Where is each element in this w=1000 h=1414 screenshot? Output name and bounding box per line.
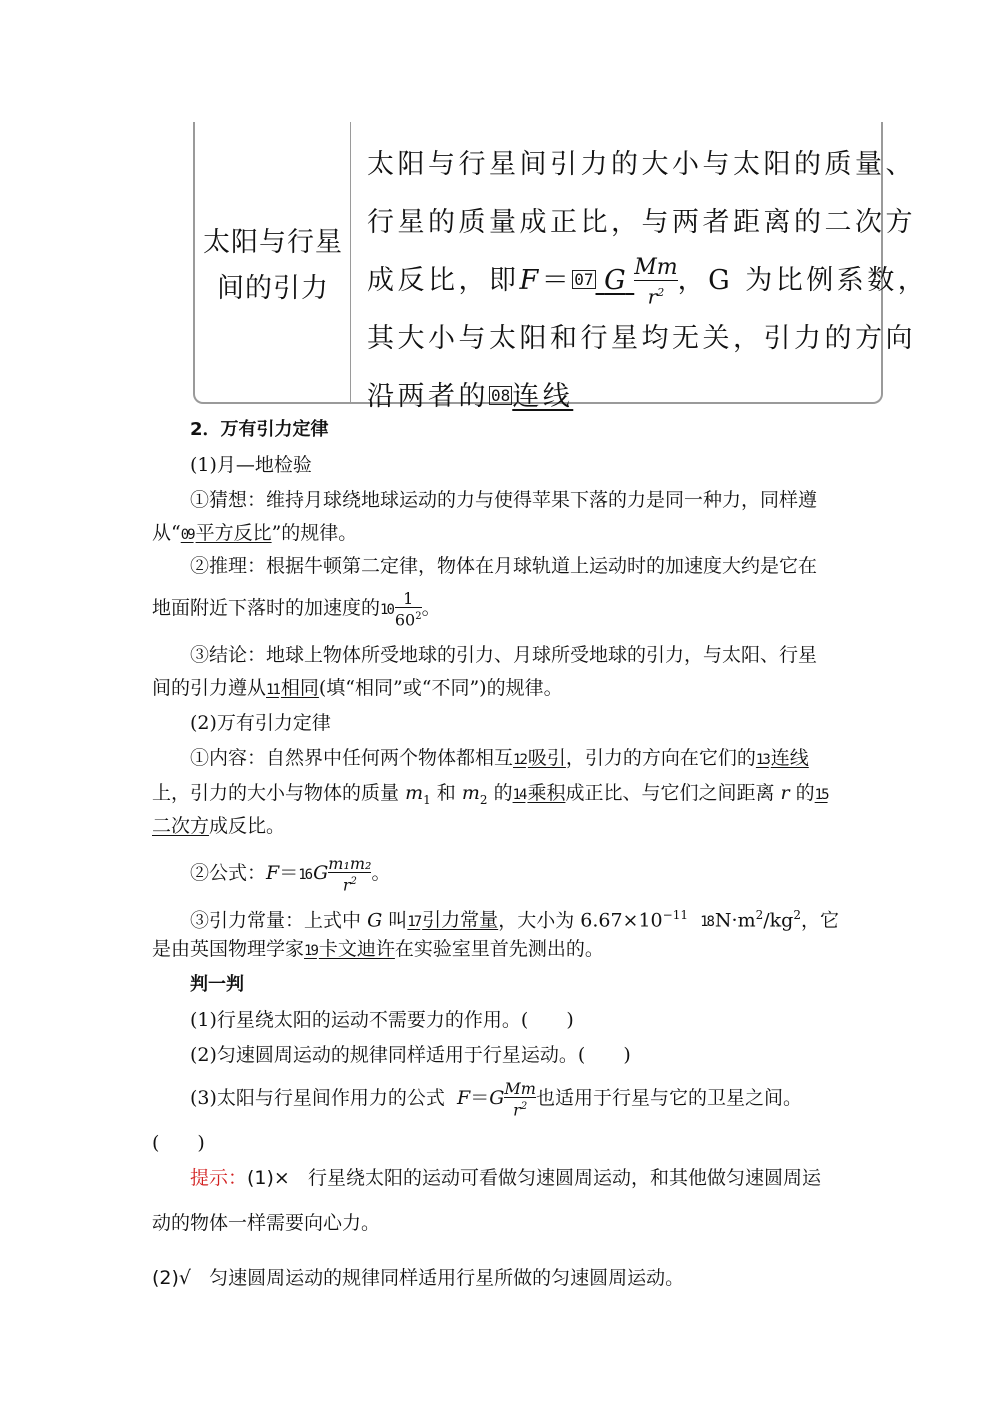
table-label-cell: [195, 122, 351, 402]
content-a-mid: ，引力的方向在它们的: [565, 747, 756, 769]
blank-12-text: 吸引: [527, 747, 566, 769]
content-line-c: [152, 811, 852, 841]
content-b-pre: 上，引力的大小与物体的质量: [152, 782, 400, 804]
concl-b-pre: 间的引力遵从: [152, 677, 267, 699]
blank-19-text: 卡文迪许: [318, 938, 395, 960]
fraction-numerator: Mm: [504, 1079, 536, 1098]
blank-09-number: 09: [180, 527, 194, 543]
formula-pre: ②公式：: [190, 862, 267, 885]
blank-15-number-wrap: [815, 782, 830, 804]
const-unit-exp2: 2: [793, 908, 801, 922]
var-F: F: [519, 265, 542, 296]
formula-post: 。: [371, 862, 391, 885]
table-line-3: [367, 252, 929, 310]
blank-13: [756, 747, 809, 769]
fraction-Mm-r2-small: [504, 1080, 536, 1118]
content-b-the2: 的: [795, 782, 815, 804]
blank-17-number: 17: [407, 914, 421, 931]
const-unit-exp1: 2: [755, 908, 764, 922]
q3-F: F: [457, 1087, 471, 1110]
content-b-mid: 成正比、与它们之间距离: [565, 782, 775, 804]
q3-eq: ＝: [470, 1087, 490, 1110]
conclusion-line-a: ③结论：地球上物体所受地球的引力、月球所受地球的引力，与太阳、行星: [190, 644, 818, 666]
blank-08-text: 连线: [512, 381, 574, 412]
blank-14-text: 乘积: [527, 782, 566, 804]
judge-title: 判一判: [190, 974, 244, 995]
table-line-2: 行星的质量成正比，与两者距离的二次方: [367, 207, 916, 238]
table-line-5-a: 沿两者的: [367, 381, 489, 412]
var-r: r: [780, 782, 790, 804]
guess-line-a: ①猜想：维持月球绕地球运动的力与使得苹果下落的力是同一种力，同样遵: [190, 489, 818, 511]
blank-14: [513, 782, 566, 804]
content-line-a: [190, 743, 890, 775]
subheading-1: (1)月—地检验: [190, 454, 312, 476]
den-exp: 2: [415, 611, 422, 622]
judge-q1: (1)行星绕太阳的运动不需要力的作用。( ): [190, 1009, 574, 1031]
guess-b-pre: 从“: [152, 522, 181, 544]
den-r: r: [513, 1100, 521, 1120]
table-label: [199, 220, 347, 312]
table-line-3-a: 成反比，即: [367, 265, 520, 296]
judge-q3-paren: ( ): [152, 1132, 205, 1154]
subheading-2: (2)万有引力定律: [190, 712, 331, 734]
fraction-denominator: [328, 872, 371, 893]
concl-b-post: (填“相同”或“不同”)的规律。: [318, 677, 563, 699]
var-m2-sub: 2: [479, 792, 488, 807]
formula-G: G: [313, 862, 329, 885]
infer-line-a: ②推理：根据牛顿第二定律，物体在月球轨道上运动时的加速度大约是它在: [190, 555, 818, 577]
formula-F: F: [266, 862, 280, 885]
content-c-post: 成反比。: [209, 815, 286, 837]
infer-line-b: [152, 590, 852, 628]
section-heading: 2．万有引力定律: [190, 419, 329, 440]
blank-09: [181, 522, 272, 544]
content-b-the: 的: [493, 782, 513, 804]
blank-14-number: 14: [512, 787, 526, 803]
den-exp: 2: [350, 876, 357, 887]
blank-11-number: 11: [266, 682, 279, 698]
blank-18-number: 18: [700, 914, 713, 931]
hint-line-1: [190, 1163, 890, 1193]
blank-16-number: 16: [298, 867, 312, 884]
hint-1-text-a: 行星绕太阳的运动可看做匀速圆周运动，和其他做匀速圆周运: [307, 1167, 821, 1189]
table-label-line2: 间的引力: [217, 273, 329, 304]
guess-b-post: ”的规律。: [271, 522, 358, 544]
const-unit: N·m: [714, 909, 756, 932]
const-b-post: 在实验室里首先测出的。: [394, 938, 604, 960]
blank-07: [572, 254, 678, 309]
fraction-denominator: [395, 607, 422, 628]
den-exp: 2: [520, 1101, 528, 1112]
table-line-3-b: ，G 为比例系数，: [677, 265, 929, 296]
den-r: r: [647, 284, 658, 309]
content-b-and: 和: [436, 782, 456, 804]
blank-17-text: 引力常量: [422, 909, 499, 932]
hint-line-2: 动的物体一样需要向心力。: [152, 1212, 381, 1234]
const-G: G: [367, 909, 383, 932]
const-a-pre: ③引力常量：上式中: [190, 909, 362, 932]
const-a-mid: ，大小为 6.67×10: [498, 909, 663, 932]
hint-line-3: [152, 1263, 852, 1293]
fraction-numerator: Mm: [634, 254, 678, 280]
q3-post: 也适用于行星与它的卫星之间。: [535, 1087, 802, 1110]
const-unit-mid: /kg: [763, 909, 794, 932]
const-a-call: 叫: [388, 909, 408, 932]
judge-q3: [190, 1080, 890, 1118]
blank-13-text: 连线: [770, 747, 809, 769]
formula-eq: ＝: [279, 862, 299, 885]
blank-07-number: 07: [574, 270, 594, 289]
blank-12-number: 12: [513, 752, 526, 768]
hint-1-mark: (1)×: [247, 1167, 290, 1189]
fraction-m1m2-r2: [328, 855, 371, 893]
den-60: 60: [394, 610, 416, 630]
fraction-1-60sq: [395, 590, 422, 628]
content-a-pre: ①内容：自然界中任何两个物体都相互: [190, 747, 514, 769]
infer-b-post: 。: [421, 597, 441, 620]
var-m1: m: [405, 782, 424, 804]
blank-15-text: 二次方: [152, 815, 210, 837]
blank-12: [513, 747, 566, 769]
table-line-1: 太阳与行星间引力的大小与太阳的质量、: [367, 149, 916, 180]
fraction-denominator: [504, 1097, 536, 1118]
q3-pre: (3)太阳与行星间作用力的公式: [190, 1087, 445, 1110]
hint-label: 提示：: [190, 1167, 248, 1189]
conclusion-line-b: [152, 673, 852, 705]
blank-17: [407, 909, 498, 931]
fraction-numerator: 1: [403, 589, 414, 608]
var-G: G: [604, 265, 626, 296]
blank-11-text: 相同: [280, 677, 319, 699]
blank-19: [304, 938, 395, 960]
constant-line-a: [190, 900, 890, 937]
const-a-post: ，它: [800, 909, 839, 932]
blank-09-text: 平方反比: [195, 522, 272, 544]
guess-line-b: [152, 518, 852, 550]
const-exp: −11: [662, 908, 688, 922]
q3-G: G: [489, 1087, 505, 1110]
constant-line-b: [152, 934, 852, 966]
blank-11: [266, 677, 319, 699]
summary-table: [193, 122, 929, 412]
blank-15-number: 15: [814, 787, 828, 803]
infer-b-pre: 地面附近下落时的加速度的: [152, 597, 381, 620]
var-m1-sub: 1: [423, 792, 431, 807]
content-line-b: [152, 778, 852, 815]
var-m2: m: [461, 782, 480, 804]
fraction-Mm-r2: [634, 256, 677, 308]
blank-08: [489, 381, 573, 412]
hint-2-mark: (2)√: [152, 1267, 192, 1289]
formula-line: [190, 855, 890, 893]
const-b-pre: 是由英国物理学家: [152, 938, 305, 960]
table-content: [367, 136, 929, 426]
hint-2-text: 匀速圆周运动的规律同样适用行星所做的匀速圆周运动。: [209, 1267, 685, 1289]
den-exp: 2: [657, 285, 665, 299]
blank-19-number: 19: [304, 943, 317, 959]
blank-10-number: 10: [380, 602, 393, 619]
blank-08-number: 08: [491, 386, 511, 405]
fraction-numerator: m₁m₂: [328, 854, 372, 873]
fraction-denominator: [634, 280, 677, 308]
blank-13-number: 13: [755, 752, 769, 768]
den-r: r: [342, 875, 351, 895]
judge-q2: (2)匀速圆周运动的规律同样适用于行星运动。( ): [190, 1044, 631, 1066]
table-line-4: 其大小与太阳和行星均无关，引力的方向: [367, 323, 916, 354]
equals: ＝: [541, 265, 573, 296]
table-label-line1: 太阳与行星: [203, 227, 343, 258]
